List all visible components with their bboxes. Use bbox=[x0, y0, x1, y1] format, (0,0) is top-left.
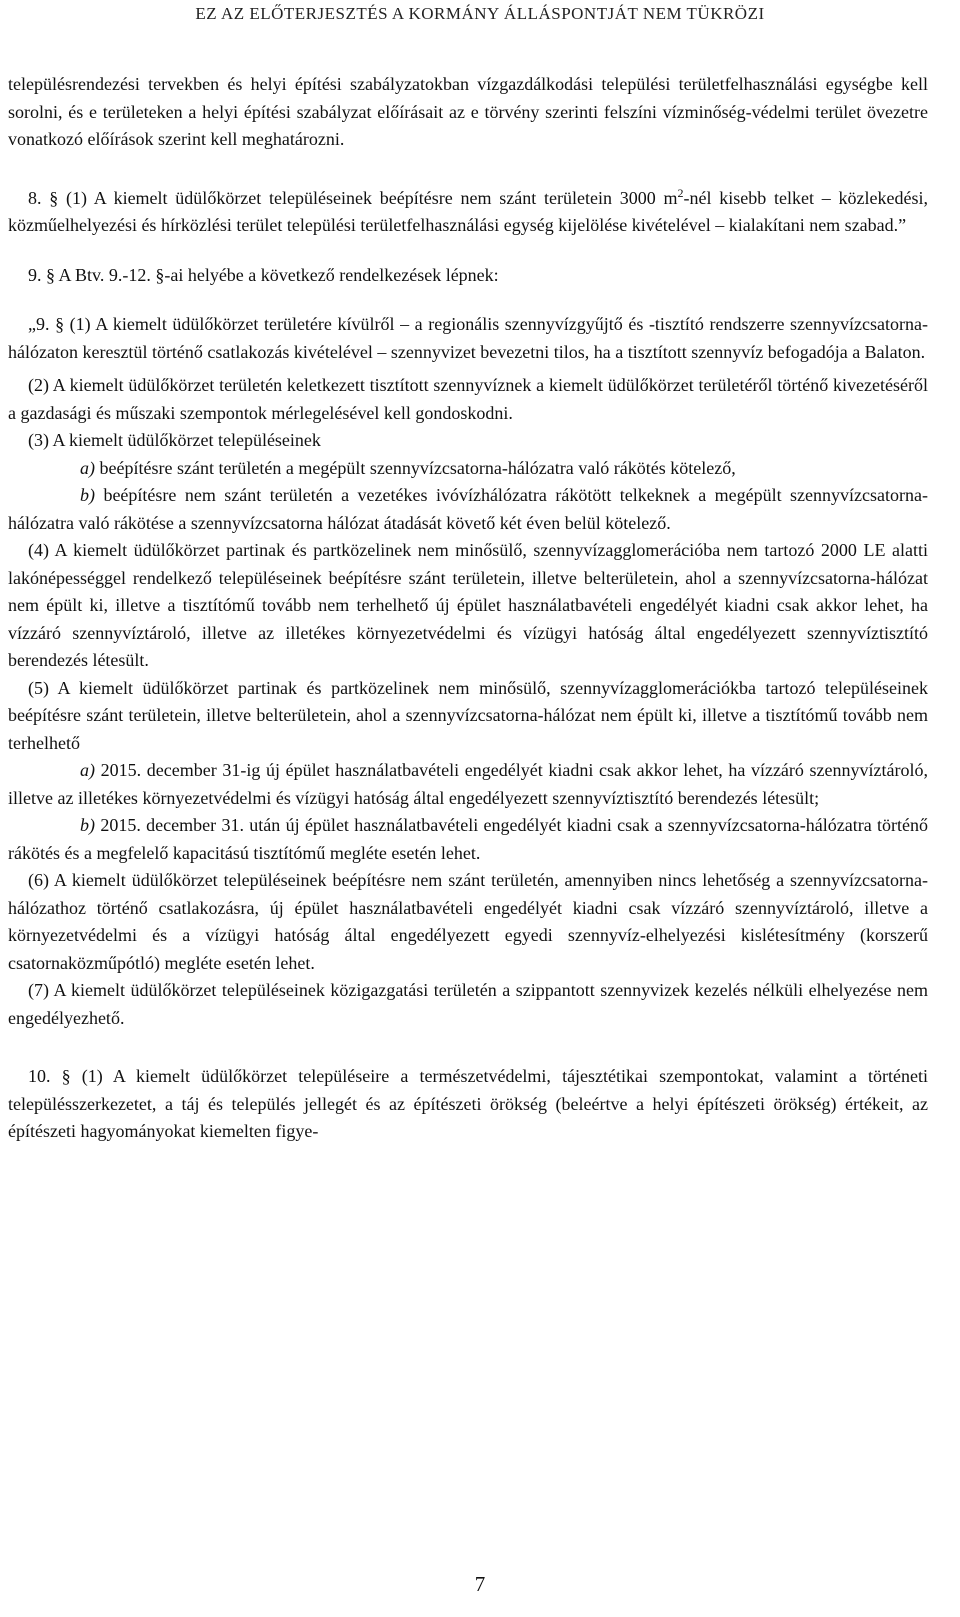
paragraph-section-9-3: (3) A kiemelt üdülőkörzet településeinek bbox=[28, 430, 321, 450]
section-8-text-a: 8. § (1) A kiemelt üdülőkörzet településeinek beépítésre nem szánt területein 3000 m bbox=[28, 187, 678, 208]
paragraph-section-9-6: (6) A kiemelt üdülőkörzet településeinek beépítésre nem szánt területén, amennyiben nincs lehetőség a szennyvízcsatorna-hálózathoz történő csatlakozásra, új épület használatbavételi engedélyét kiadni csak vízzáró szennyvíztároló, illetve a környezetvédelmi és a vízügyi hatóság által engedélyezett egyedi szennyvíz-elhelyezési kislétesítmény (korszerű csatornaközműpótló) megléte esetén lehet. bbox=[8, 870, 928, 973]
paragraph-section-9-5: (5) A kiemelt üdülőkörzet partinak és partközelinek nem minősülő, szennyvízagglomerációkba tartozó településeinek beépítésre szánt területein, illetve belterületein, ahol a szennyvízcsatorna-hálózat nem épült ki, illetve a tisztítómű tovább nem terhelhető bbox=[8, 677, 928, 753]
point-text-b: 2015. december 31. után új épület használatbavételi engedélyét kiadni csak a szennyvízcsatorna-hálózatra történő rákötés és a megfelelő kapacitású tisztítómű megléte esetén lehet. bbox=[8, 815, 928, 863]
paragraph-section-9-1: „9. § (1) A kiemelt üdülőkörzet területére kívülről – a regionális szennyvízgyűjtő és -tisztító rendszerre szennyvízcsatorna-hálózaton keresztül történő csatlakozás kivételével – szennyvizet bevezetni tilos, ha a tisztított szennyvíz befogadója a Balaton. bbox=[8, 314, 928, 362]
document-body bbox=[8, 71, 928, 1146]
paragraph-9-5-b bbox=[8, 812, 928, 867]
paragraph-continuation: településrendezési tervekben és helyi építési szabályzatokban vízgazdálkodási települési területfelhasználási egységbe kell sorolni, és e területeken a helyi építési szabályzat előírásait az e törvény szerinti felszíni vízminőség-védelmi terület övezetre vonatkozó előírások szerint kell meghatározni. bbox=[8, 74, 928, 149]
paragraph-section-9-2: (2) A kiemelt üdülőkörzet területén keletkezett tisztított szennyvíznek a kiemelt üdülőkörzet területéről történő kivezetéséről a gazdasági és műszaki szempontok mérlegelésével kell gondoskodni. bbox=[8, 375, 928, 423]
point-label-a: a) bbox=[80, 457, 95, 478]
paragraph-section-9-intro: 9. § A Btv. 9.-12. §-ai helyébe a következő rendelkezések lépnek: bbox=[28, 264, 499, 285]
point-label-a: a) bbox=[80, 760, 95, 780]
paragraph-section-10-1: 10. § (1) A kiemelt üdülőkörzet településeire a természetvédelmi, tájesztétikai szempontokat, valamint a történeti településszerkezetet, a táj és település jellegét és az építészeti örökség (beleértve a helyi építészeti örökség) értékeit, az építészeti hagyományokat kiemelten figye- bbox=[8, 1066, 928, 1141]
point-text-a: beépítésre szánt területén a megépült szennyvízcsatorna-hálózatra való rákötés kötelező, bbox=[95, 457, 736, 478]
paragraph-9-3-a bbox=[8, 455, 928, 483]
page-header: EZ AZ ELŐTERJESZTÉS A KORMÁNY ÁLLÁSPONTJÁT NEM TÜKRÖZI bbox=[195, 4, 765, 23]
paragraph-section-9-7: (7) A kiemelt üdülőkörzet településeinek közigazgatási területén a szippantott szennyvizek kezelés nélküli elhelyezése nem engedélyezhető. bbox=[8, 980, 928, 1028]
paragraph-section-9-4: (4) A kiemelt üdülőkörzet partinak és partközelinek nem minősülő, szennyvízagglomerációba nem tartozó 2000 LE alatti lakónépességgel rendelkező településeinek beépítésre szánt területein, illetve belterületein, ahol a szennyvízcsatorna-hálózat nem épült ki, illetve a tisztítómű tovább nem terhelhető új épület használatbavételi engedélyét kiadni csak akkor lehet, ha vízzáró szennyvíztároló, illetve az illetékes környezetvédelmi és vízügyi hatóság által engedélyezett szennyvíztisztító berendezés létesült. bbox=[8, 540, 928, 670]
point-label-b: b) bbox=[80, 815, 95, 835]
paragraph-section-8 bbox=[8, 185, 928, 240]
section-8-text-b: -nél kisebb telket – közlekedési, közműelhelyezési és hírközlési terület települési területfelhasználási egység kijelölése kivételével – kialakítani nem szabad.” bbox=[8, 187, 928, 235]
paragraph-9-3-b bbox=[8, 482, 928, 537]
point-label-b: b) bbox=[80, 485, 95, 505]
paragraph-9-5-a bbox=[8, 757, 928, 812]
point-text-b: beépítésre nem szánt területén a vezetékes ivóvízhálózatra rákötött telkeknek a megépült szennyvízcsatorna-hálózatra való rákötése a szennyvízcsatorna hálózat átadását követő két éven belül kötelező. bbox=[8, 485, 928, 533]
page-number: 7 bbox=[474, 1572, 486, 1596]
point-text-a: 2015. december 31-ig új épület használatbavételi engedélyét kiadni csak akkor lehet, ha vízzáró szennyvíztároló, illetve az illetékes környezetvédelmi és vízügyi hatóság által engedélyezett szennyvíztisztító berendezés létesült; bbox=[8, 760, 928, 808]
superscript-2: 2 bbox=[677, 185, 684, 200]
